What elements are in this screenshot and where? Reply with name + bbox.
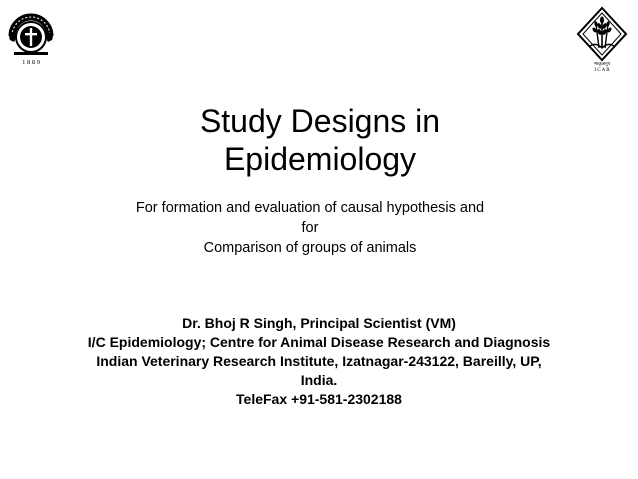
- subtitle-line-3: Comparison of groups of animals: [203, 240, 417, 256]
- ivri-logo: [6, 6, 56, 68]
- title-line-2: Epidemiology: [223, 141, 417, 177]
- author-institute: Indian Veterinary Research Institute, Izatnagar-243122, Bareilly, UP,: [96, 353, 542, 369]
- ivri-emblem-icon: [6, 6, 56, 68]
- icar-logo: [574, 6, 630, 72]
- author-name: Dr. Bhoj R Singh, Principal Scientist (VM): [182, 315, 456, 331]
- author-block: [0, 314, 638, 409]
- subtitle-line-2: for: [301, 220, 319, 236]
- icar-caption: I C A R: [594, 68, 610, 72]
- slide-subtitle: [40, 198, 580, 258]
- author-contact: TeleFax +91-581-2302188: [236, 391, 402, 407]
- author-country: India.: [300, 372, 338, 388]
- author-department: I/C Epidemiology; Centre for Animal Disease Research and Diagnosis: [87, 334, 551, 350]
- title-line-1: Study Designs in: [199, 103, 441, 139]
- icar-wheat-emblem-icon: [574, 6, 630, 72]
- slide-title: [110, 102, 530, 178]
- icar-hindi-caption: भाकृअनुप: [593, 62, 611, 67]
- subtitle-line-1: For formation and evaluation of causal hypothesis and: [135, 200, 485, 216]
- ivri-year-label: 1 8 8 9: [22, 59, 40, 66]
